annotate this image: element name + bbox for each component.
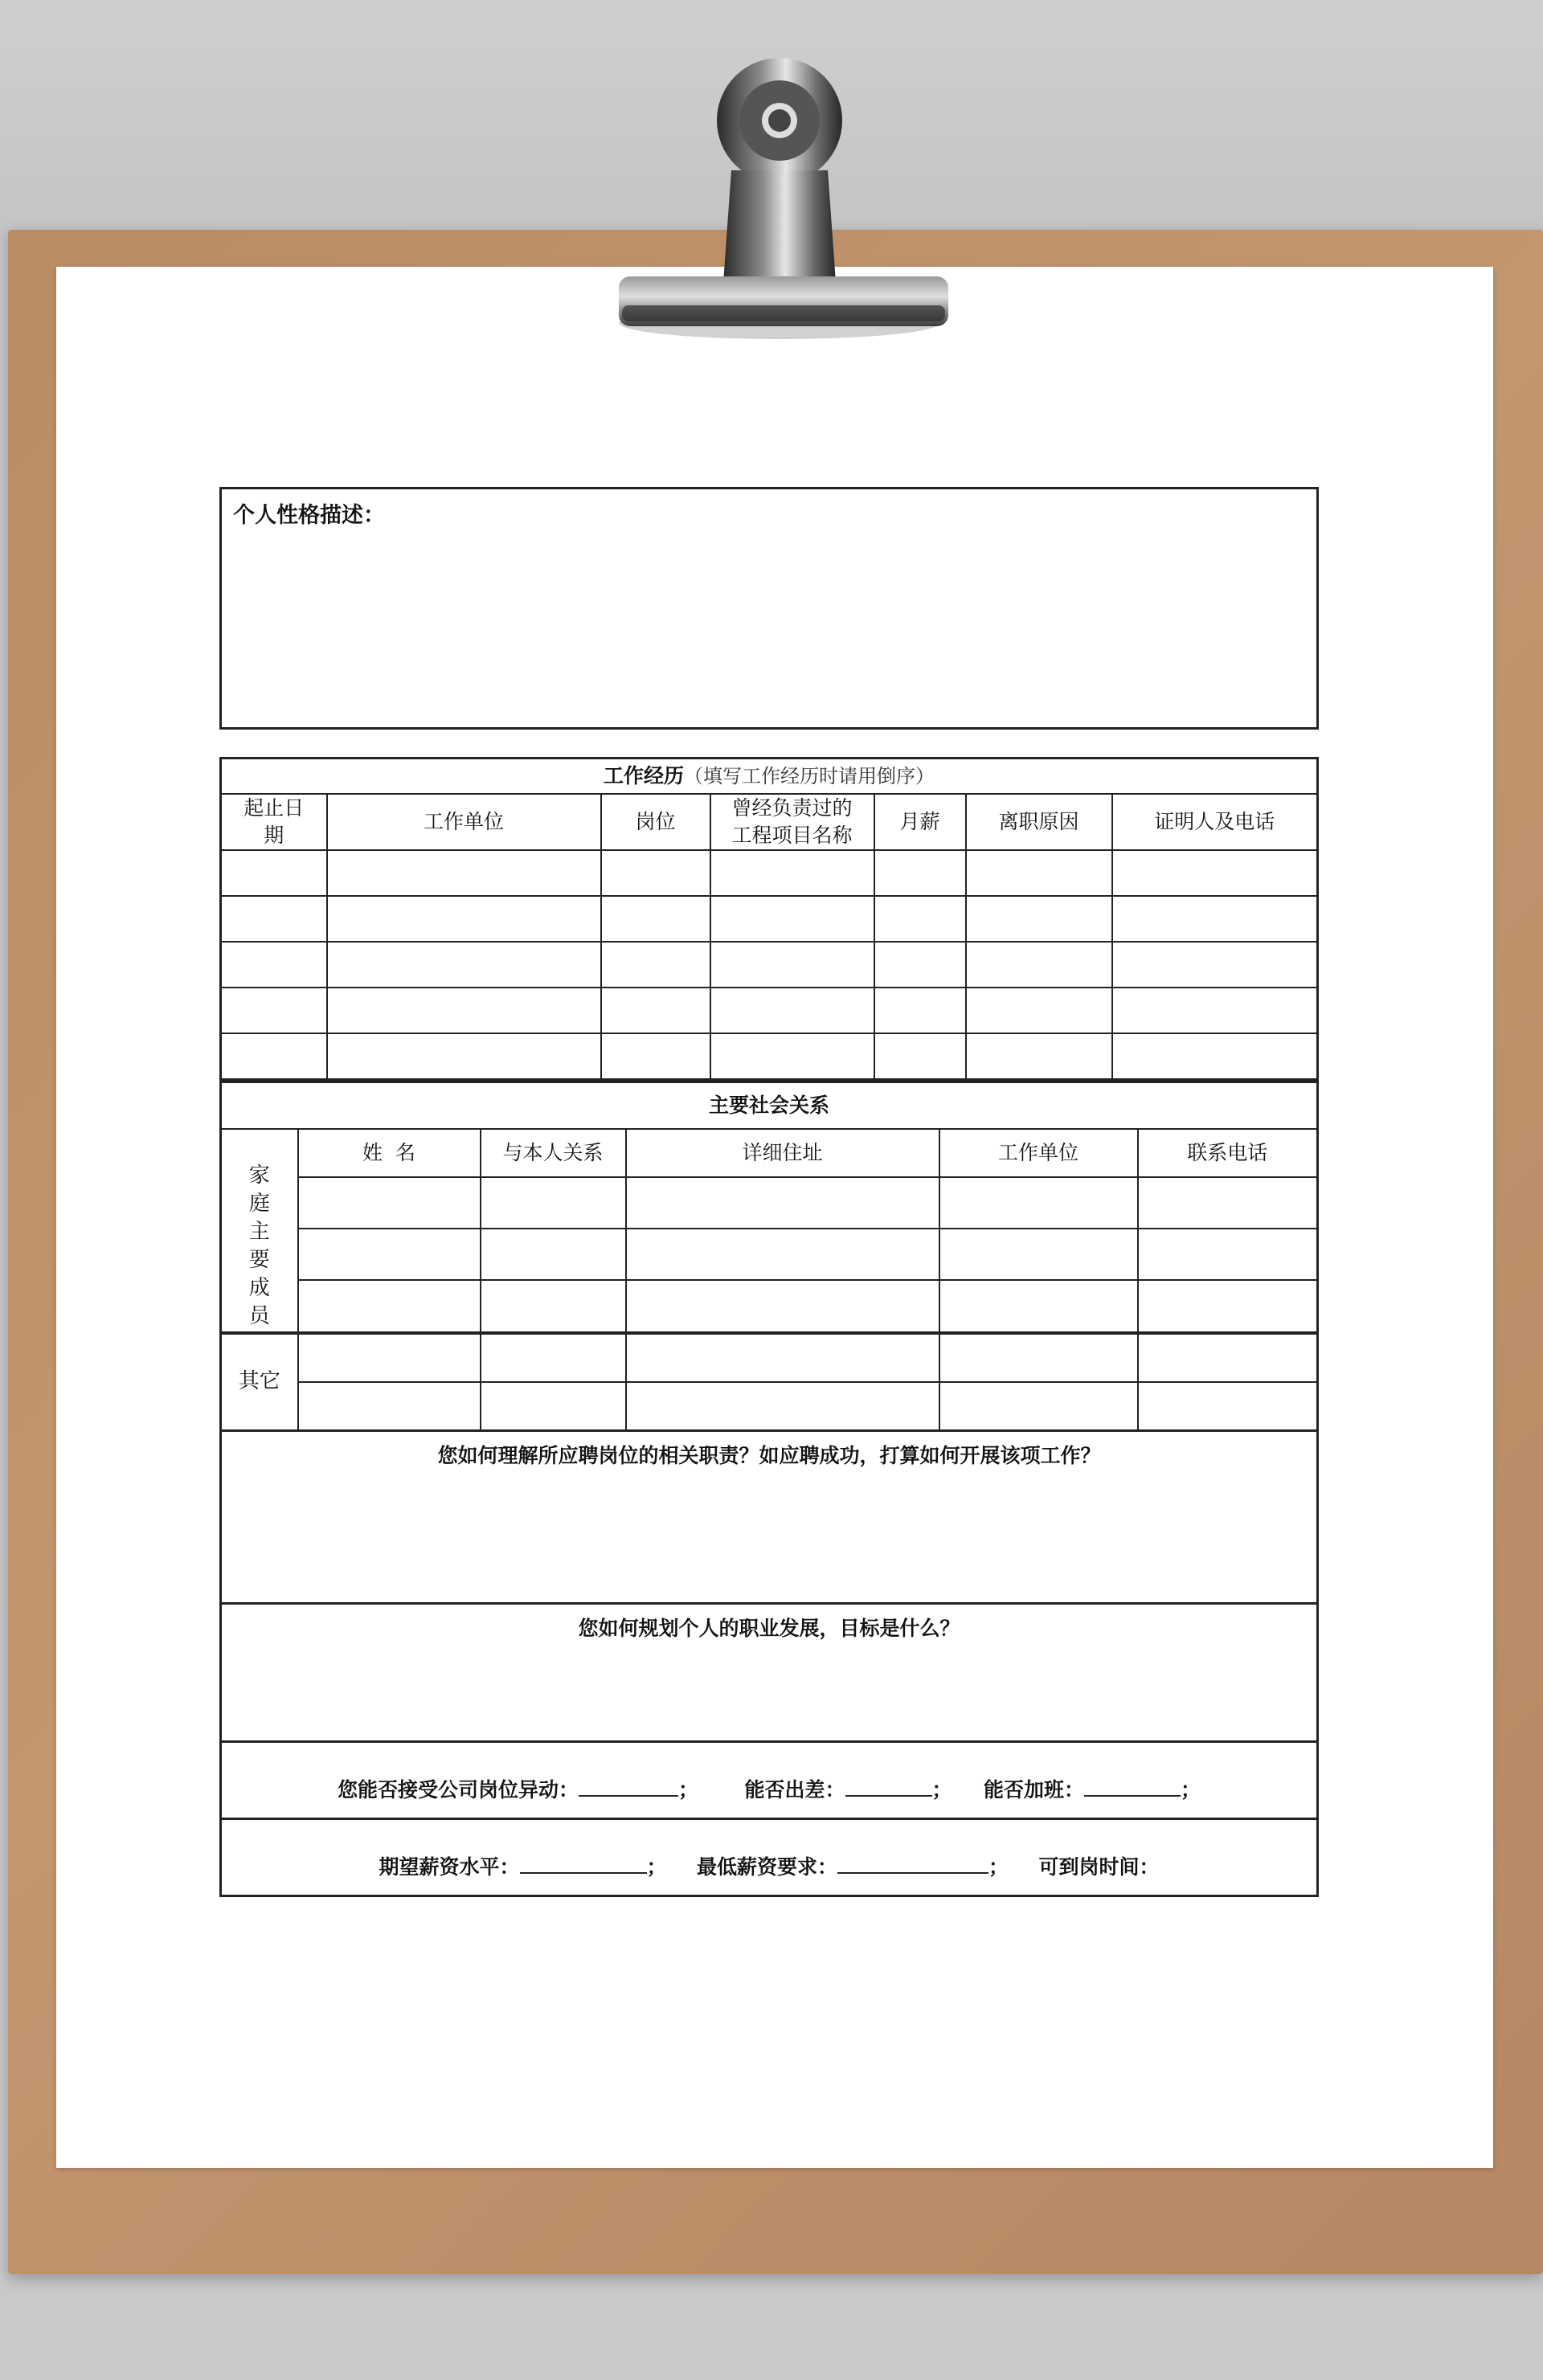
table-row[interactable] xyxy=(221,1177,1318,1229)
overtime-blank[interactable] xyxy=(1084,1777,1181,1797)
personality-label: 个人性格描述： xyxy=(233,503,385,528)
col-employer: 工作单位 xyxy=(327,794,601,850)
travel-blank[interactable] xyxy=(845,1777,932,1797)
salary-row: 期望薪资水平： ； 最低薪资要求： ； 可到岗时间： xyxy=(219,1820,1319,1897)
col-workplace: 工作单位 xyxy=(939,1129,1138,1177)
col-phone: 联系电话 xyxy=(1138,1129,1318,1177)
work-history-title: 工作经历（填写工作经历时请用倒序） xyxy=(221,759,1318,795)
col-salary: 月薪 xyxy=(874,794,966,850)
table-row[interactable] xyxy=(221,988,1318,1033)
table-row[interactable] xyxy=(221,1280,1318,1332)
application-form xyxy=(219,487,1319,1897)
travel-label: 能否出差： xyxy=(744,1777,845,1801)
overtime-label: 能否加班： xyxy=(983,1777,1084,1801)
salary-expect-blank[interactable] xyxy=(520,1855,647,1874)
col-address: 详细住址 xyxy=(626,1129,939,1177)
binder-clip-icon xyxy=(579,50,948,355)
social-relations-title: 主要社会关系 xyxy=(221,1082,1318,1130)
other-label: 其它 xyxy=(221,1333,298,1431)
question-responsibility-text: 您如何理解所应聘岗位的相关职责？如应聘成功，打算如何开展该项工作？ xyxy=(437,1443,1101,1467)
transfer-label: 您能否接受公司岗位异动： xyxy=(338,1777,579,1801)
table-row[interactable] xyxy=(221,850,1318,896)
col-reference: 证明人及电话 xyxy=(1112,794,1318,850)
col-name: 姓 名 xyxy=(298,1129,481,1177)
transfer-blank[interactable] xyxy=(579,1777,678,1797)
table-row[interactable] xyxy=(221,1333,1318,1382)
table-row[interactable] xyxy=(221,942,1318,988)
col-reason: 离职原因 xyxy=(966,794,1112,850)
social-header xyxy=(221,1129,1318,1177)
table-row[interactable] xyxy=(221,896,1318,942)
availability-row: 您能否接受公司岗位异动： ； 能否出差： ； 能否加班： ； xyxy=(219,1743,1319,1820)
salary-expect-label: 期望薪资水平： xyxy=(379,1855,520,1879)
social-relations-table xyxy=(219,1081,1319,1432)
table-row[interactable] xyxy=(221,1382,1318,1431)
personality-box[interactable] xyxy=(219,487,1319,730)
col-relation: 与本人关系 xyxy=(481,1129,626,1177)
col-date: 起止日期 xyxy=(221,794,327,850)
salary-min-label: 最低薪资要求： xyxy=(696,1855,837,1879)
col-position: 岗位 xyxy=(601,794,710,850)
question-responsibility[interactable] xyxy=(219,1429,1319,1605)
start-time-label: 可到岗时间： xyxy=(1038,1855,1160,1879)
col-projects: 曾经负责过的工程项目名称 xyxy=(710,794,874,850)
table-row[interactable] xyxy=(221,1229,1318,1280)
salary-min-blank[interactable] xyxy=(837,1855,988,1874)
question-career-text: 您如何规划个人的职业发展，目标是什么？ xyxy=(578,1616,960,1640)
work-history-table xyxy=(219,757,1319,1081)
question-career[interactable] xyxy=(219,1605,1319,1743)
work-history-header xyxy=(221,794,1318,850)
family-members-label: 家庭主要成员 xyxy=(221,1129,298,1333)
table-row[interactable] xyxy=(221,1033,1318,1080)
